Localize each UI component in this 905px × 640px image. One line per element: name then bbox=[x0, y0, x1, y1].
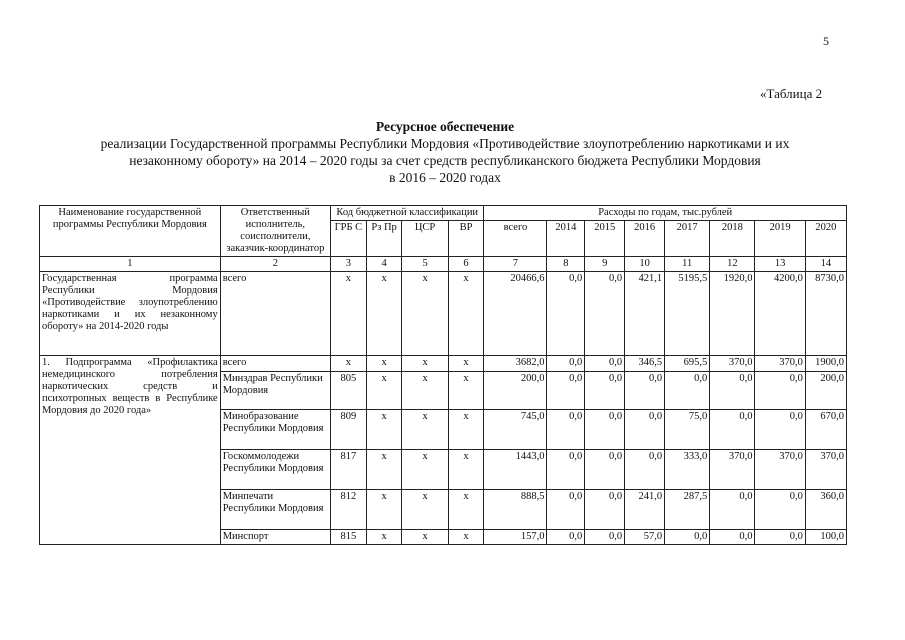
cell-value: 0,0 bbox=[755, 530, 805, 545]
cell-vr: x bbox=[448, 356, 484, 372]
cell-value: 0,0 bbox=[585, 372, 625, 410]
header-program-name: Наименование государственной программы Республики Мордовия bbox=[40, 206, 221, 257]
cell-csr: x bbox=[402, 450, 448, 490]
header-total: всего bbox=[484, 221, 547, 257]
cell-value: 0,0 bbox=[547, 490, 585, 530]
row-executor: Минпечати Республики Мордовия bbox=[220, 490, 330, 530]
cell-value: 370,0 bbox=[710, 450, 755, 490]
subprogram-name: 1. Подпрограмма «Профилактика немедицинского потребления наркотических средств и психотропных веществ в Республике Мордовия до 2020 года» bbox=[40, 356, 221, 545]
column-number: 13 bbox=[755, 257, 805, 272]
cell-vr: x bbox=[448, 410, 484, 450]
cell-total: 200,0 bbox=[484, 372, 547, 410]
cell-value: 0,0 bbox=[547, 356, 585, 372]
cell-vr: x bbox=[448, 450, 484, 490]
cell-value: 0,0 bbox=[710, 490, 755, 530]
cell-value: 0,0 bbox=[625, 410, 665, 450]
cell-rzpr: x bbox=[366, 272, 402, 356]
cell-grbs: 805 bbox=[331, 372, 367, 410]
cell-total: 157,0 bbox=[484, 530, 547, 545]
cell-value: 0,0 bbox=[710, 530, 755, 545]
cell-value: 5195,5 bbox=[665, 272, 710, 356]
column-number: 14 bbox=[805, 257, 846, 272]
cell-rzpr: x bbox=[366, 450, 402, 490]
cell-total: 3682,0 bbox=[484, 356, 547, 372]
cell-value: 0,0 bbox=[665, 530, 710, 545]
cell-rzpr: x bbox=[366, 490, 402, 530]
heading-line-3: в 2016 – 2020 годах bbox=[389, 170, 501, 185]
cell-csr: x bbox=[402, 372, 448, 410]
column-number: 9 bbox=[585, 257, 625, 272]
header-year: 2014 bbox=[547, 221, 585, 257]
header-grbs: ГРБ С bbox=[331, 221, 367, 257]
row-executor: Минобразование Республики Мордовия bbox=[220, 410, 330, 450]
header-year: 2019 bbox=[755, 221, 805, 257]
cell-value: 0,0 bbox=[665, 372, 710, 410]
cell-total: 745,0 bbox=[484, 410, 547, 450]
column-number: 2 bbox=[220, 257, 330, 272]
cell-value: 0,0 bbox=[755, 372, 805, 410]
cell-value: 370,0 bbox=[755, 356, 805, 372]
cell-total: 1443,0 bbox=[484, 450, 547, 490]
cell-total: 888,5 bbox=[484, 490, 547, 530]
cell-vr: x bbox=[448, 372, 484, 410]
row-executor: Госкоммолодежи Республики Мордовия bbox=[220, 450, 330, 490]
cell-grbs: 815 bbox=[331, 530, 367, 545]
header-year: 2016 bbox=[625, 221, 665, 257]
header-year: 2017 bbox=[665, 221, 710, 257]
cell-csr: x bbox=[402, 490, 448, 530]
cell-value: 0,0 bbox=[585, 272, 625, 356]
cell-value: 0,0 bbox=[547, 372, 585, 410]
heading-title: Ресурсное обеспечение bbox=[375, 119, 515, 134]
cell-value: 333,0 bbox=[665, 450, 710, 490]
subprogram-row bbox=[40, 356, 847, 372]
cell-value: 0,0 bbox=[585, 356, 625, 372]
header-row-1 bbox=[40, 206, 847, 221]
cell-value: 1920,0 bbox=[710, 272, 755, 356]
cell-grbs: x bbox=[331, 356, 367, 372]
cell-value: 0,0 bbox=[710, 372, 755, 410]
header-year: 2020 bbox=[805, 221, 846, 257]
header-expenses: Расходы по годам, тыс.рублей bbox=[484, 206, 847, 221]
cell-value: 287,5 bbox=[665, 490, 710, 530]
cell-total: 20466,6 bbox=[484, 272, 547, 356]
document-heading bbox=[40, 118, 850, 186]
program-name: Государственная программа Республики Мордовия «Противодействие злоупотреблению наркотиками и их незаконному обороту» на 2014-2020 годы bbox=[40, 272, 221, 356]
cell-value: 0,0 bbox=[547, 272, 585, 356]
cell-vr: x bbox=[448, 272, 484, 356]
cell-value: 1900,0 bbox=[805, 356, 846, 372]
cell-value: 0,0 bbox=[625, 450, 665, 490]
column-number: 10 bbox=[625, 257, 665, 272]
cell-vr: x bbox=[448, 530, 484, 545]
cell-value: 200,0 bbox=[805, 372, 846, 410]
cell-value: 670,0 bbox=[805, 410, 846, 450]
heading-line-2: незаконному обороту» на 2014 – 2020 годы за счет средств республиканского бюджета Республики Мордовия bbox=[129, 153, 761, 168]
cell-value: 100,0 bbox=[805, 530, 846, 545]
header-csr: ЦСР bbox=[402, 221, 448, 257]
cell-value: 0,0 bbox=[547, 530, 585, 545]
row-executor: Минспорт bbox=[220, 530, 330, 545]
cell-rzpr: x bbox=[366, 410, 402, 450]
cell-value: 421,1 bbox=[625, 272, 665, 356]
cell-value: 0,0 bbox=[585, 530, 625, 545]
cell-value: 0,0 bbox=[710, 410, 755, 450]
cell-grbs: x bbox=[331, 272, 367, 356]
column-number: 4 bbox=[366, 257, 402, 272]
column-number: 7 bbox=[484, 257, 547, 272]
heading-line-1: реализации Государственной программы Республики Мордовия «Противодействие злоупотреблению наркотиками и их bbox=[100, 136, 790, 151]
cell-vr: x bbox=[448, 490, 484, 530]
cell-value: 0,0 bbox=[547, 450, 585, 490]
cell-value: 0,0 bbox=[585, 450, 625, 490]
cell-rzpr: x bbox=[366, 530, 402, 545]
row-executor: всего bbox=[220, 356, 330, 372]
header-vr: ВР bbox=[448, 221, 484, 257]
cell-csr: x bbox=[402, 410, 448, 450]
column-number: 5 bbox=[402, 257, 448, 272]
cell-csr: x bbox=[402, 530, 448, 545]
table-reference: «Таблица 2 bbox=[760, 86, 823, 101]
cell-csr: x bbox=[402, 272, 448, 356]
cell-csr: x bbox=[402, 356, 448, 372]
cell-rzpr: x bbox=[366, 372, 402, 410]
column-number: 8 bbox=[547, 257, 585, 272]
cell-value: 4200,0 bbox=[755, 272, 805, 356]
cell-value: 0,0 bbox=[755, 490, 805, 530]
header-year: 2018 bbox=[710, 221, 755, 257]
column-number: 6 bbox=[448, 257, 484, 272]
cell-grbs: 812 bbox=[331, 490, 367, 530]
cell-value: 241,0 bbox=[625, 490, 665, 530]
cell-grbs: 817 bbox=[331, 450, 367, 490]
cell-value: 8730,0 bbox=[805, 272, 846, 356]
cell-value: 0,0 bbox=[585, 490, 625, 530]
header-executor: Ответственный исполнитель, соисполнители, заказчик-координатор bbox=[220, 206, 330, 257]
cell-value: 346,5 bbox=[625, 356, 665, 372]
column-number: 12 bbox=[710, 257, 755, 272]
row-executor: Минздрав Республики Мордовия bbox=[220, 372, 330, 410]
cell-grbs: 809 bbox=[331, 410, 367, 450]
header-budget-code: Код бюджетной классификации bbox=[331, 206, 484, 221]
cell-value: 370,0 bbox=[805, 450, 846, 490]
column-number: 11 bbox=[665, 257, 710, 272]
cell-value: 370,0 bbox=[710, 356, 755, 372]
page-number: 5 bbox=[823, 34, 829, 48]
cell-value: 57,0 bbox=[625, 530, 665, 545]
cell-value: 695,5 bbox=[665, 356, 710, 372]
cell-value: 370,0 bbox=[755, 450, 805, 490]
header-year: 2015 bbox=[585, 221, 625, 257]
header-rzpr: Рз Пр bbox=[366, 221, 402, 257]
cell-value: 0,0 bbox=[547, 410, 585, 450]
column-number: 3 bbox=[331, 257, 367, 272]
resource-table bbox=[39, 205, 847, 545]
cell-value: 0,0 bbox=[755, 410, 805, 450]
column-number-row bbox=[40, 257, 847, 272]
cell-value: 75,0 bbox=[665, 410, 710, 450]
program-row bbox=[40, 272, 847, 356]
cell-value: 360,0 bbox=[805, 490, 846, 530]
column-number: 1 bbox=[40, 257, 221, 272]
cell-value: 0,0 bbox=[585, 410, 625, 450]
cell-value: 0,0 bbox=[625, 372, 665, 410]
cell-rzpr: x bbox=[366, 356, 402, 372]
program-executor: всего bbox=[220, 272, 330, 356]
